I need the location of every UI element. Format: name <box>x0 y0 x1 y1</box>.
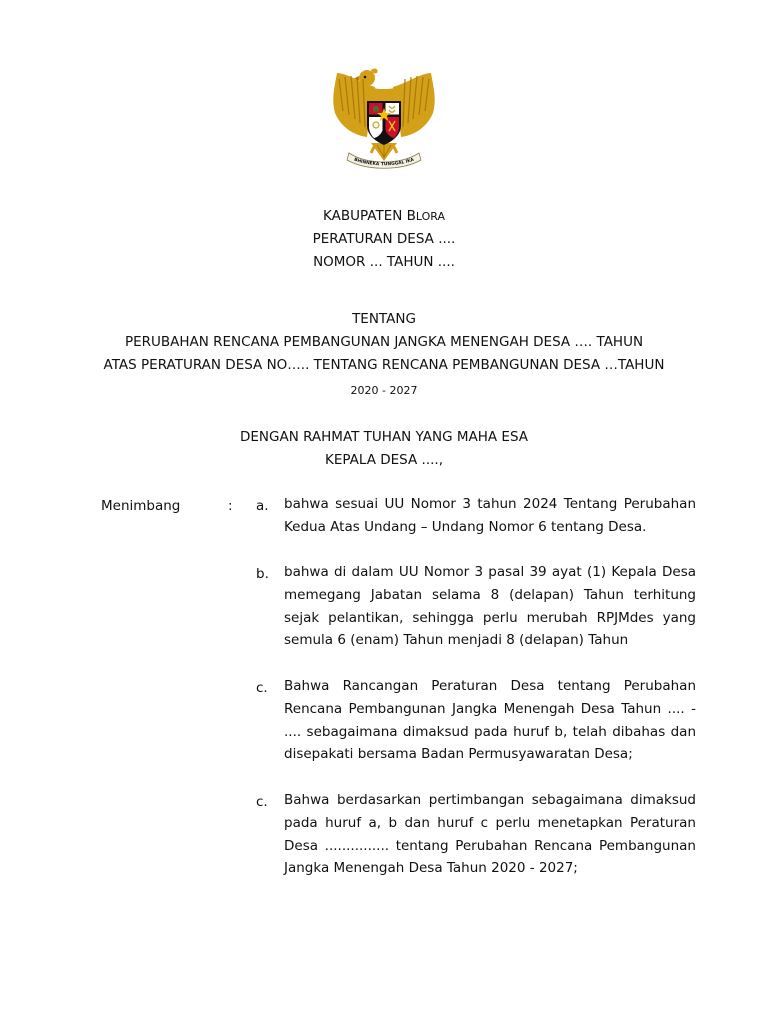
regulation-subject-line-2: ATAS PERATURAN DESA NO….. TENTANG RENCANA PEMBANGUNAN DESA …TAHUN <box>103 357 665 373</box>
considering-label: Menimbang <box>101 498 181 514</box>
considering-item-letter: a. <box>256 498 269 514</box>
about-heading: TENTANG <box>352 311 416 327</box>
emblem-motto: BHINNEKA TUNGGAL IKA <box>353 157 415 168</box>
regulation-subject-years: 2020 - 2027 <box>350 384 418 397</box>
regulation-subject-line-1: PERUBAHAN RENCANA PEMBANGUNAN JANGKA MENENGAH DESA …. TAHUN <box>124 334 644 350</box>
village-head-title: KEPALA DESA ...., <box>325 452 443 468</box>
considering-item-text: Bahwa berdasarkan pertimbangan sebagaimana dimaksud pada huruf a, b dan huruf c perlu menetapkan Peraturan Desa ............... tentang Perubahan Rencana Pembangunan Jangka Menengah Desa Tahun 2020 - 2027; <box>284 792 696 877</box>
considering-item-letter: c. <box>256 794 268 810</box>
regulation-title: PERATURAN DESA .... <box>312 231 456 247</box>
regency-title: KABUPATEN BLORA <box>322 208 445 224</box>
considering-item-letter: c. <box>256 680 268 696</box>
considering-item-letter: b. <box>256 566 269 582</box>
considering-item-text: Bahwa Rancangan Peraturan Desa tentang Perubahan Rencana Pembangunan Jangka Menengah Desa Tahun .... - .... sebagaimana dimaksud pada huruf b, telah dibahas dan disepakati bersama Badan Permusyawaratan Desa; <box>284 678 696 763</box>
considering-colon: : <box>228 498 233 514</box>
considering-item-text: bahwa sesuai UU Nomor 3 tahun 2024 Tentang Perubahan Kedua Atas Undang – Undang Nomor 6 tentang Desa. <box>284 496 696 535</box>
garuda-pancasila-emblem <box>327 65 441 177</box>
regulation-number: NOMOR ... TAHUN .... <box>313 254 455 270</box>
considering-item-text: bahwa di dalam UU Nomor 3 pasal 39 ayat (1) Kepala Desa memegang Jabatan selama 8 (delapan) Tahun terhitung sejak pelantikan, sehingga perlu merubah RPJMdes yang semula 6 (enam) Tahun menjadi 8 (delapan) Tahun <box>284 564 696 649</box>
blessing-line: DENGAN RAHMAT TUHAN YANG MAHA ESA <box>239 429 529 445</box>
